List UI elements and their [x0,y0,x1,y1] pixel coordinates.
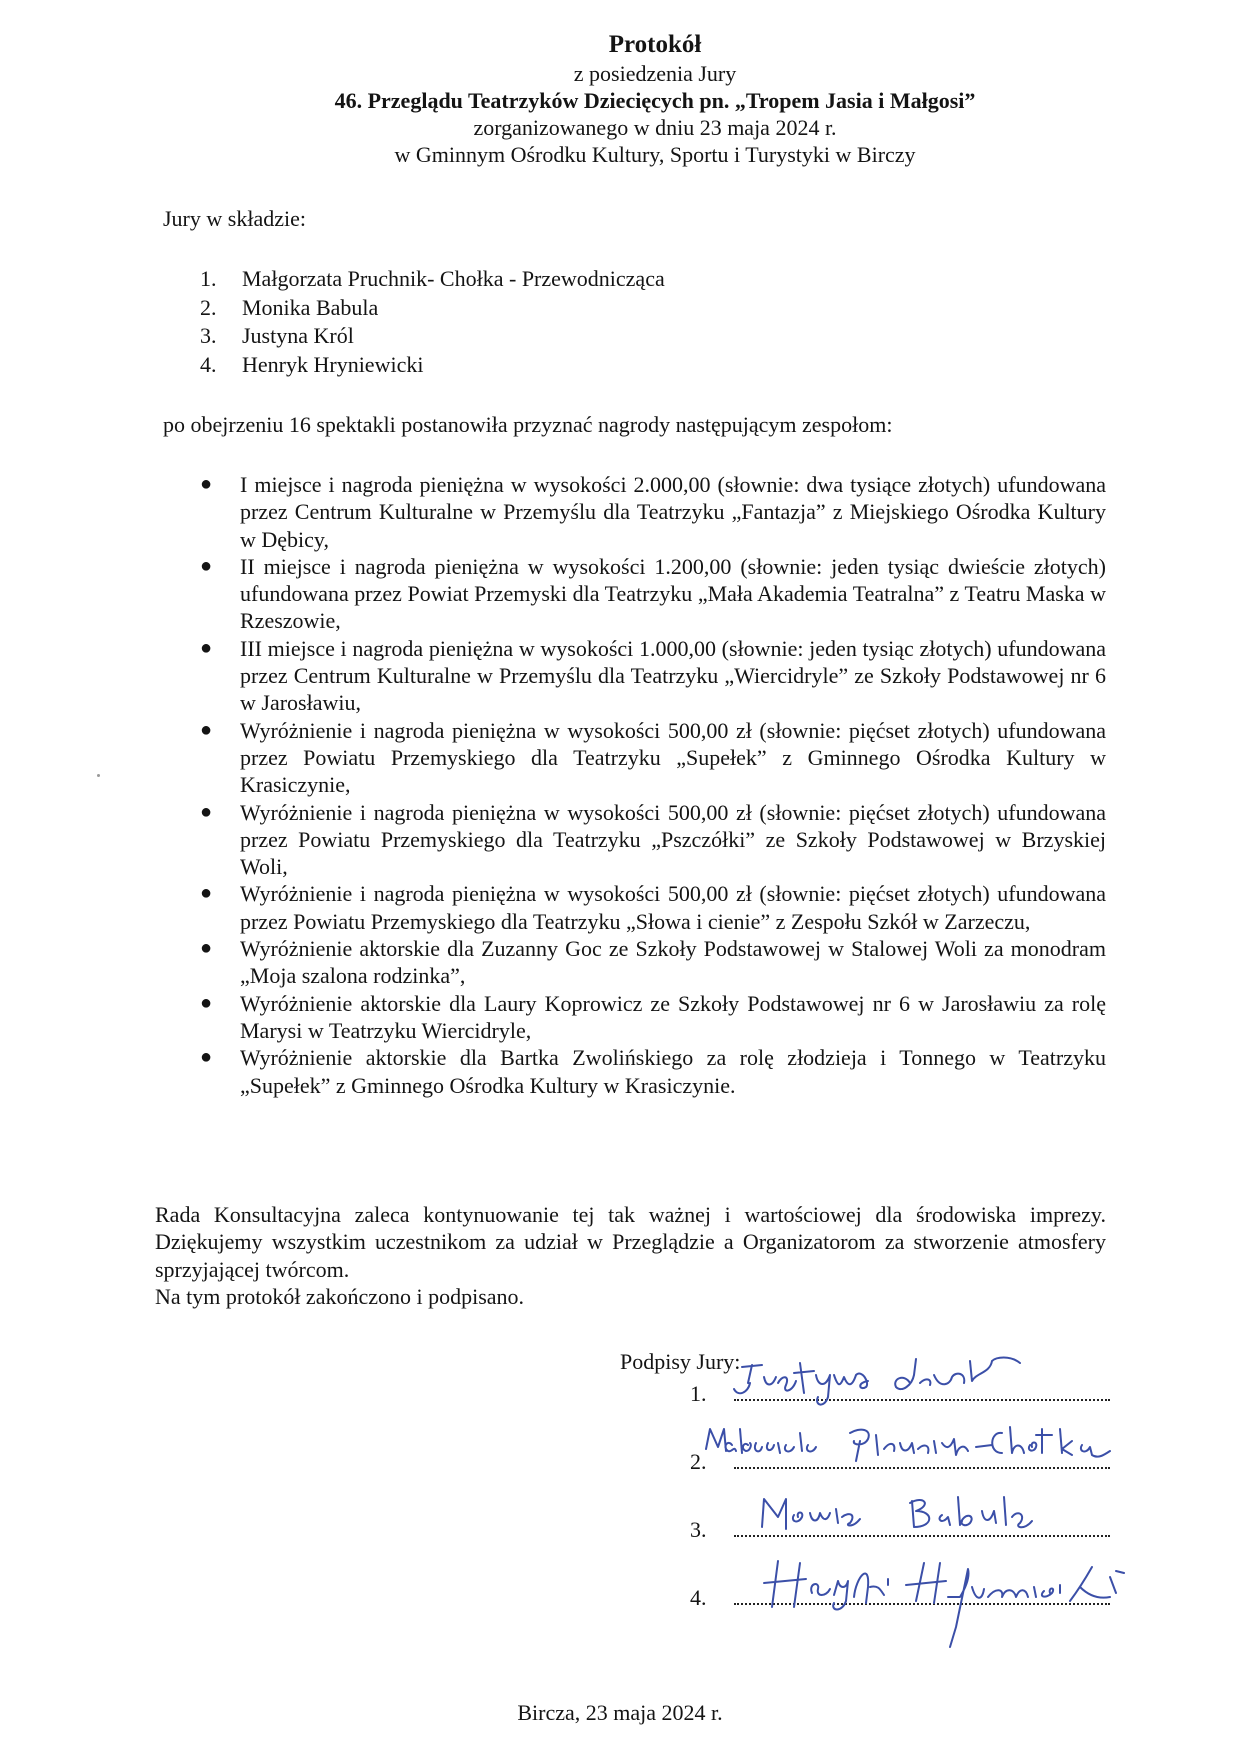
bullet-icon: ● [200,937,213,960]
jury-member [200,265,665,294]
jury-member [200,294,665,323]
award-item [200,990,1106,1045]
award-item [200,935,1106,990]
signature-row [690,1503,1110,1543]
signature-row [690,1367,1110,1407]
jury-member-name: Monika Babula [242,294,379,320]
event-venue: w Gminnym Ośrodku Kultury, Sportu i Turystyki w Birczy [394,142,916,167]
signature-number: 3. [690,1517,707,1542]
jury-member-number: 1. [200,266,217,291]
award-text: III miejsce i nagroda pieniężna w wysokości 1.000,00 (słownie: jeden tysiąc złotych) ufundowana przez Centrum Kulturalne w Przemyślu dla Teatrzyku „Wiercidryle” ze Szkoły Podstawowej nr 6 w Jarosławiu, [240,635,1106,716]
bullet-icon: ● [200,473,213,495]
document-header [160,30,1150,168]
handwritten-signature [720,1353,1140,1417]
bullet-icon: ● [200,882,213,905]
bullet-icon: ● [200,554,213,577]
signatures-label: Podpisy Jury: [620,1349,741,1374]
award-text: Wyróżnienie aktorskie dla Laury Koprowicz ze Szkoły Podstawowej nr 6 w Jarosławiu za rolę Marysi w Teatrzyku Wiercidryle, [240,990,1106,1043]
award-item [200,471,1106,553]
bullet-icon: ● [200,718,213,741]
jury-member-name: Henryk Hryniewicki [242,351,424,377]
bullet-icon: ● [200,991,213,1014]
jury-member-name: Justyna Król [242,323,354,348]
award-item [200,717,1106,799]
signature-row [690,1571,1110,1611]
bullet-icon: ● [200,636,213,659]
award-item [200,1044,1106,1099]
award-text: Wyróżnienie i nagroda pieniężna w wysokości 500,00 zł (słownie: pięćset złotych) ufundowana przez Powiatu Przemyskiego dla Teatrzyku „Pszczółki” ze Szkoły Podstawowej w Brzyskiej Woli, [240,799,1106,880]
awards-intro: po obejrzeniu 16 spektakli postanowiła przyznać nagrody następującym zespołom: [163,412,893,437]
signature-number: 1. [690,1381,707,1406]
award-item [200,553,1106,635]
award-text: Wyróżnienie i nagroda pieniężna w wysokości 500,00 zł (słownie: pięćset złotych) ufundowana przez Powiatu Przemyskiego dla Teatrzyku „Słowa i cienie” z Zespołu Szkół w Zarzeczu, [240,881,1106,934]
signature-number: 2. [690,1449,707,1474]
award-text: Wyróżnienie aktorskie dla Zuzanny Goc ze Szkoły Podstawowej w Stalowej Woli za monodram „Moja szalona rodzinka”, [240,936,1106,989]
closing-final-line: Na tym protokół zakończono i podpisano. [155,1283,525,1309]
scan-speck [97,774,100,777]
signature-row [690,1435,1110,1475]
award-text: I miejsce i nagroda pieniężna w wysokości 2.000,00 (słownie: dwa tysiące złotych) ufundowana przez Centrum Kulturalne w Przemyślu dla Teatrzyku „Fantazja” z Miejskiego Ośrodka Kultury w Dębicy, [240,472,1106,552]
handwritten-signature [720,1421,1140,1485]
document-title: Protokół [608,31,702,58]
jury-member-number: 3. [200,323,217,348]
place-and-date: Bircza, 23 maja 2024 r. [517,1700,723,1725]
jury-list [200,265,665,379]
jury-label: Jury w składzie: [163,206,306,231]
award-item [200,799,1106,881]
bullet-icon: ● [200,1046,213,1069]
handwritten-signature [720,1557,1140,1621]
jury-member [200,351,665,380]
award-item [200,880,1106,935]
closing-section [155,1201,1106,1310]
bullet-icon: ● [200,800,213,823]
header-subtitle: z posiedzenia Jury [573,61,737,86]
handwritten-signature [720,1489,1140,1553]
signature-number: 4. [690,1585,707,1610]
awards-list [200,471,1106,1099]
jury-member-name: Małgorzata Pruchnik- Chołka - Przewodnicząca [242,266,665,291]
event-date: zorganizowanego w dniu 23 maja 2024 r. [473,115,837,140]
closing-paragraph: Rada Konsultacyjna zaleca kontynuowanie tej tak ważnej i wartościowej dla środowiska imprezy. Dziękujemy wszystkim uczestnikom za udział w Przeglądzie a Organizatorom za stworzenie atmosfery sprzyjającej twórcom. [155,1202,1106,1282]
jury-member-number: 4. [200,351,217,377]
award-text: II miejsce i nagroda pieniężna w wysokości 1.200,00 (słownie: jeden tysiąc dwieście złotych) ufundowana przez Powiat Przemyski dla Teatrzyku „Mała Akademia Teatralna” z Teatru Maska w Rzeszowie, [240,553,1106,634]
award-text: Wyróżnienie aktorskie dla Bartka Zwolińskiego za rolę złodzieja i Tonnego w Teatrzyku „Supełek” z Gminnego Ośrodka Kultury w Krasiczynie. [240,1045,1106,1098]
award-item [200,635,1106,717]
jury-member [200,322,665,351]
event-name: 46. Przeglądu Teatrzyków Dziecięcych pn. „Tropem Jasia i Małgosi” [334,88,976,113]
award-text: Wyróżnienie i nagroda pieniężna w wysokości 500,00 zł (słownie: pięćset złotych) ufundowana przez Powiatu Przemyskiego dla Teatrzyku „Supełek” z Gminnego Ośrodka Kultury w Krasiczynie, [240,717,1106,798]
jury-member-number: 2. [200,294,217,320]
